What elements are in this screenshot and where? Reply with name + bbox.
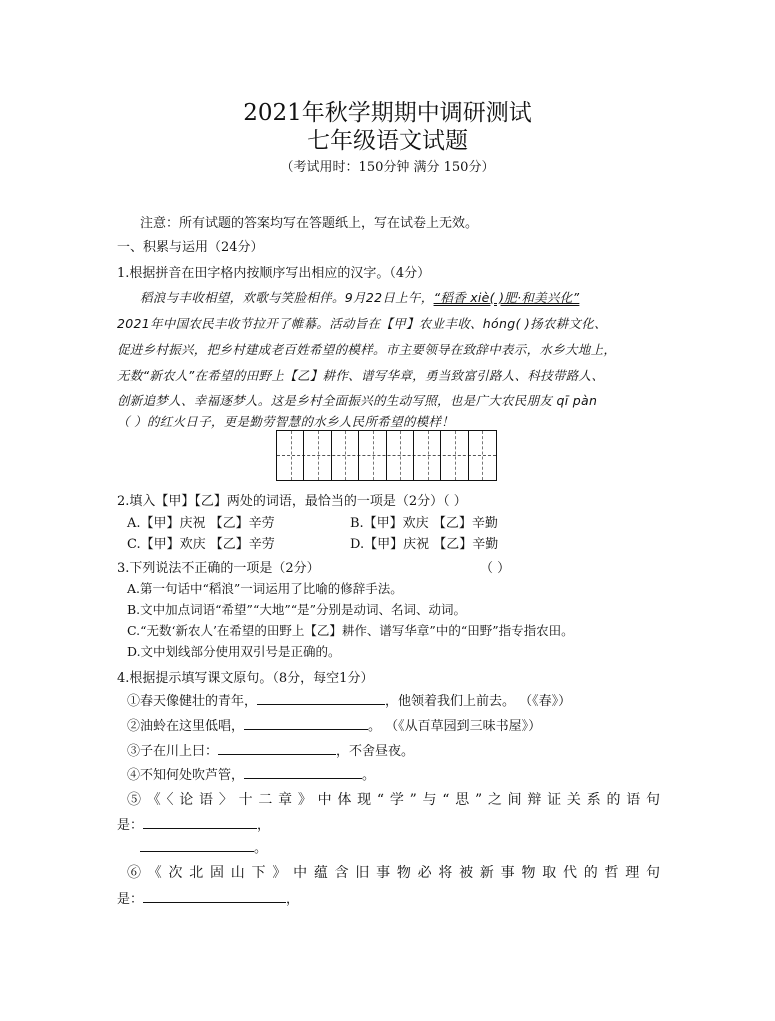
q4-item2-post: 。 （《从百草园到三味书屋》） — [368, 719, 542, 734]
grid-vertical-guide — [482, 431, 483, 480]
q4-item1-blank[interactable] — [257, 690, 385, 705]
passage-line1-b: “稻香 xiè( )肥·和美兴化” — [433, 290, 580, 305]
exam-info: （考试用时：150分钟 满分 150分） — [280, 160, 495, 175]
q4-item3 — [127, 740, 414, 759]
q2-option-a: A.【甲】庆祝 【乙】辛劳 — [127, 516, 275, 531]
grid-cell[interactable] — [359, 431, 386, 480]
notice: 注意：所有试题的答案均写在答题纸上，写在试卷上无效。 — [140, 216, 479, 231]
q4-item4 — [127, 764, 375, 783]
grid-cell[interactable] — [469, 431, 496, 480]
q4-item1-post: ，他领着我们上前去。 （《春》） — [385, 694, 572, 709]
grid-vertical-guide — [345, 431, 346, 480]
q4-item3-blank[interactable] — [218, 740, 336, 755]
q4-item2 — [127, 715, 541, 734]
q4-item2-blank[interactable] — [244, 715, 368, 730]
q4-item5-label: 是： — [117, 818, 144, 833]
q4-item4-pre: ④不知何处吹芦管， — [127, 768, 245, 783]
q4-item5-end: 。 — [254, 841, 268, 856]
q2-option-b: B.【甲】欢庆 【乙】辛勤 — [350, 516, 498, 531]
section1-heading: 一、积累与运用（24分） — [117, 240, 264, 255]
q4-item5-answer — [117, 814, 270, 833]
q4-item6-blank1[interactable] — [143, 888, 286, 903]
passage-line5: 创新追梦人、幸福逐梦人。这是乡村全面振兴的生动写照，也是广大农民朋友 qī pàn — [117, 393, 598, 408]
passage-line3: 促进乡村振兴，把乡村建成老百姓希望的模样。市主要领导在致辞中表示，水乡大地上， — [117, 342, 617, 357]
q4-item3-pre: ③子在川上曰： — [127, 744, 219, 759]
grid-vertical-guide — [428, 431, 429, 480]
passage-line6: （ ）的红火日子，更是勤劳智慧的水乡人民所希望的模样！ — [117, 414, 455, 429]
grid-cell[interactable] — [304, 431, 331, 480]
grid-cell[interactable] — [277, 431, 304, 480]
q4-item5-answer2 — [140, 837, 267, 856]
grid-vertical-guide — [291, 431, 292, 480]
q4-item6-line: ⑥《次北固山下》中蕴含旧事物必将被新事物取代的哲理句 — [127, 865, 660, 881]
grid-cell[interactable] — [332, 431, 359, 480]
grid-vertical-guide — [455, 431, 456, 480]
q4-item6-label: 是： — [117, 892, 144, 907]
q1-stem: 1.根据拼音在田字格内按顺序写出相应的汉字。（4分） — [117, 266, 431, 281]
q4-item6-answer — [117, 888, 299, 907]
q3-stem: 3.下列说法不正确的一项是（2分） — [117, 561, 320, 576]
q3-option-d: D.文中划线部分使用双引号是正确的。 — [127, 644, 341, 659]
q2-stem: 2.填入【甲】【乙】两处的词语，最恰当的一项是（2分）（ ） — [117, 494, 467, 509]
q4-item1 — [127, 690, 571, 709]
q3-answer-paren: （ ） — [480, 561, 511, 576]
q3-option-c: C.“无数‘新农人’在希望的田野上【乙】耕作、谱写华章”中的“田野”指专指农田。 — [127, 623, 574, 638]
grid-vertical-guide — [373, 431, 374, 480]
grid-vertical-guide — [318, 431, 319, 480]
passage-line2: 2021年中国农民丰收节拉开了帷幕。活动旨在【甲】农业丰收、hóng( )扬农耕文化、 — [117, 316, 607, 331]
grid-cell[interactable] — [387, 431, 414, 480]
q4-stem: 4.根据提示填写课文原句。（8分，每空1分） — [117, 671, 374, 686]
q4-item4-blank[interactable] — [244, 764, 362, 779]
q4-item6-comma: ， — [286, 892, 300, 907]
q4-item5-comma: ， — [257, 818, 271, 833]
q4-item4-post: 。 — [362, 768, 376, 783]
page-title-line2: 七年级语文试题 — [307, 128, 468, 154]
grid-cell[interactable] — [414, 431, 441, 480]
q3-option-a: A.第一句话中“稻浪”一词运用了比喻的修辞手法。 — [127, 581, 403, 596]
q4-item1-pre: ①春天像健壮的青年， — [127, 694, 258, 709]
q4-item3-post: ，不舍昼夜。 — [336, 744, 415, 759]
passage-line4: 无数“新农人”在希望的田野上【乙】耕作、谱写华章，勇当致富引路人、科技带路人、 — [117, 368, 605, 383]
q4-item5-blank1[interactable] — [143, 814, 257, 829]
page-title-line1: 2021年秋学期期中调研测试 — [243, 100, 532, 126]
q4-item5-line: ⑤《〈论语〉十二章》中体现“学”与“思”之间辩证关系的语句 — [127, 792, 660, 808]
q4-item5-blank2[interactable] — [140, 837, 254, 852]
q4-item2-pre: ②油蛉在这里低唱， — [127, 719, 245, 734]
q2-option-c: C.【甲】欢庆 【乙】辛劳 — [127, 537, 275, 552]
q2-option-d: D.【甲】庆祝 【乙】辛勤 — [350, 537, 499, 552]
tianzi-grid — [276, 430, 497, 481]
grid-vertical-guide — [400, 431, 401, 480]
q3-option-b: B.文中加点词语“希望”“大地”“是”分别是动词、名词、动词。 — [127, 602, 467, 617]
passage-line1-a: 稻浪与丰收相望，欢歌与笑脸相伴。9月22日上午， — [140, 290, 434, 305]
grid-cell[interactable] — [441, 431, 468, 480]
